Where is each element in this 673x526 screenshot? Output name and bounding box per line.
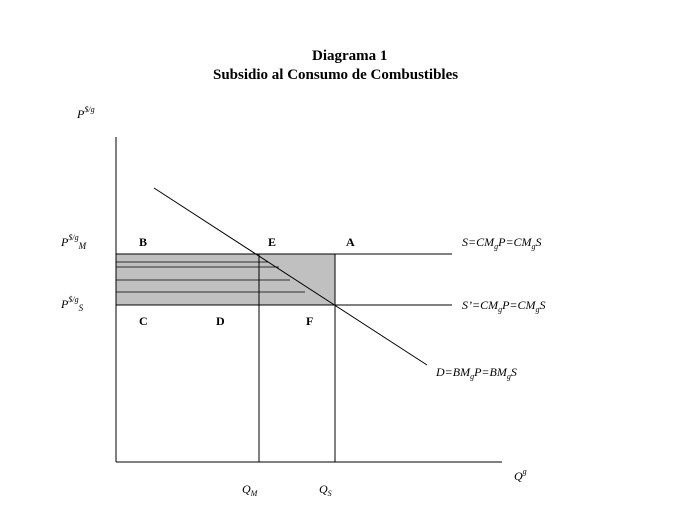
curve-label-d: $D=BM_gP=BM_gS$ [436, 365, 517, 381]
region-label-d: D [216, 314, 225, 328]
diagram-subtitle: Subsidio al Consumo de Combustibles [213, 67, 459, 83]
y-axis-label: $P^{\$/g}$ [77, 105, 95, 121]
curve-label-s-prime: $S’=CM_gP=CM_gS$ [462, 298, 546, 314]
region-label-b: B [139, 235, 148, 249]
quantity-label-qs: $Q_S$ [319, 482, 332, 498]
region-label-c: C [139, 314, 148, 328]
diagram-title: Diagrama 1 [312, 48, 388, 64]
region-label-e: E [268, 235, 277, 249]
region-label-f: F [306, 314, 314, 328]
quantity-label-qm: $Q_M$ [242, 482, 258, 498]
region-label-a: A [346, 235, 355, 249]
price-label-pm: $P^{\$/g}_M$ [61, 233, 87, 251]
curve-label-s: $S=CM_gP=CM_gS$ [462, 235, 542, 251]
price-label-ps: $P^{\$/g}_S$ [61, 295, 84, 313]
x-axis-label: $Q^g$ [514, 467, 527, 483]
